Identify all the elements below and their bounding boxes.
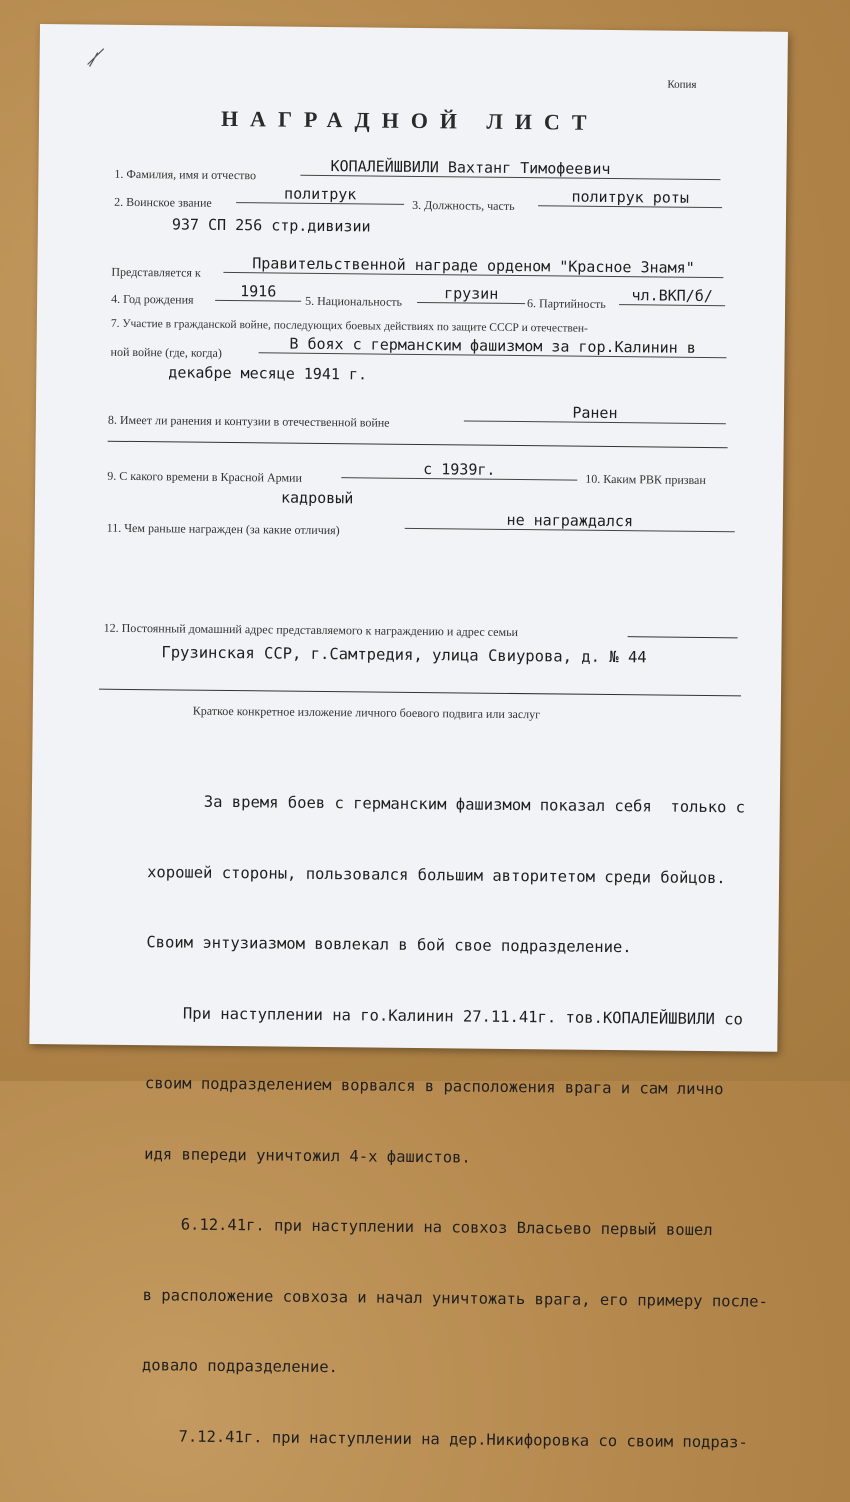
summary-line: Своим энтузиазмом вовлекал в бой свое подразделение.	[146, 933, 632, 957]
summary-line: в расположение совхоза и начал уничтожать врага, его примеру после-	[142, 1285, 768, 1311]
summary-line: 6.12.41г. при наступлении на совхоз Власьево первый вошел	[143, 1215, 713, 1240]
field-5-label: 5. Национальность	[305, 293, 403, 309]
field-2-value: политрук	[236, 184, 404, 205]
field-6-label: 6. Партийность	[527, 296, 606, 311]
field-9-label: 9. С какого времени в Красной Армии	[107, 468, 303, 485]
field-3-value: политрук роты	[538, 187, 722, 208]
field-7-value-line-1: В боях с германским фашизмом за гор.Калинин в	[259, 334, 727, 358]
field-12-label: 12. Постоянный домашний адрес представляемого к награждению и адрес семьи	[103, 620, 519, 640]
field-11-value: не награждался	[405, 510, 735, 532]
summary-line: При наступлении на го.Калинин 27.11.41г. тов.КОПАЛЕЙШВИЛИ со	[145, 1003, 743, 1028]
field-1-label: 1. Фамилия, имя и отчество	[114, 166, 257, 183]
summary-text	[141, 743, 774, 1502]
field-12-short-line	[628, 636, 738, 638]
copy-mark: Копия	[667, 78, 697, 91]
field-4-label: 4. Год рождения	[111, 291, 194, 307]
field-3-label: 3. Должность, часть	[412, 197, 515, 213]
field-10-label: 10. Каким РВК призван	[585, 471, 706, 487]
field-1-value: КОПАЛЕЙШВИЛИ Вахтанг Тимофеевич	[300, 157, 720, 180]
field-7-label-line-2: ной войне (где, когда)	[110, 344, 222, 360]
section-divider	[99, 689, 741, 697]
summary-line: За время боев с германским фашизмом показал себя только с	[147, 792, 746, 817]
nominated-label: Представляется к	[111, 264, 201, 280]
field-8-label: 8. Имеет ли ранения и контузии в отечественной войне	[107, 412, 390, 430]
summary-line: идя впереди уничтожил 4-х фашистов.	[144, 1144, 471, 1167]
summary-line: своим подразделением ворвался в расположения врага и сам лично	[144, 1074, 724, 1099]
pen-mark-icon	[86, 46, 106, 68]
field-8-extra-line	[108, 441, 728, 448]
summary-heading: Краткое конкретное изложение личного боевого подвига или заслуг	[192, 703, 541, 722]
summary-line: 7.12.41г. при наступлении на дер.Никифоровка со своим подраз-	[141, 1426, 748, 1451]
field-5-value: грузин	[417, 284, 525, 304]
field-8-value: Ранен	[464, 402, 726, 424]
field-9-value: с 1939г.	[341, 459, 577, 480]
field-6-value: чл.ВКП/б/	[619, 286, 725, 306]
field-11-label: 11. Чем раньше награжден (за какие отличия)	[106, 520, 340, 538]
summary-line: довало подразделение.	[141, 1356, 339, 1377]
field-7-value-line-2: декабре месяце 1941 г.	[168, 363, 368, 384]
field-7-label-line-1: 7. Участие в гражданской войне, последующих боевых действиях по защите СССР и отечествен-	[110, 317, 588, 335]
field-10-value: кадровый	[280, 488, 354, 508]
nominated-value: Правительственной награде орденом "Красное Знамя"	[223, 254, 723, 278]
unit-value: 937 СП 256 стр.дивизии	[171, 215, 371, 236]
summary-line: хорошей стороны, пользовался большим авторитетом среди бойцов.	[147, 862, 726, 887]
field-4-value: 1916	[215, 282, 301, 302]
field-2-label: 2. Воинское звание	[114, 194, 212, 210]
field-12-value: Грузинская ССР, г.Самтредия, улица Свиурова, д. № 44	[161, 643, 647, 667]
document-title: НАГРАДНОЙ ЛИСТ	[220, 105, 599, 135]
award-sheet-page	[29, 24, 788, 1451]
